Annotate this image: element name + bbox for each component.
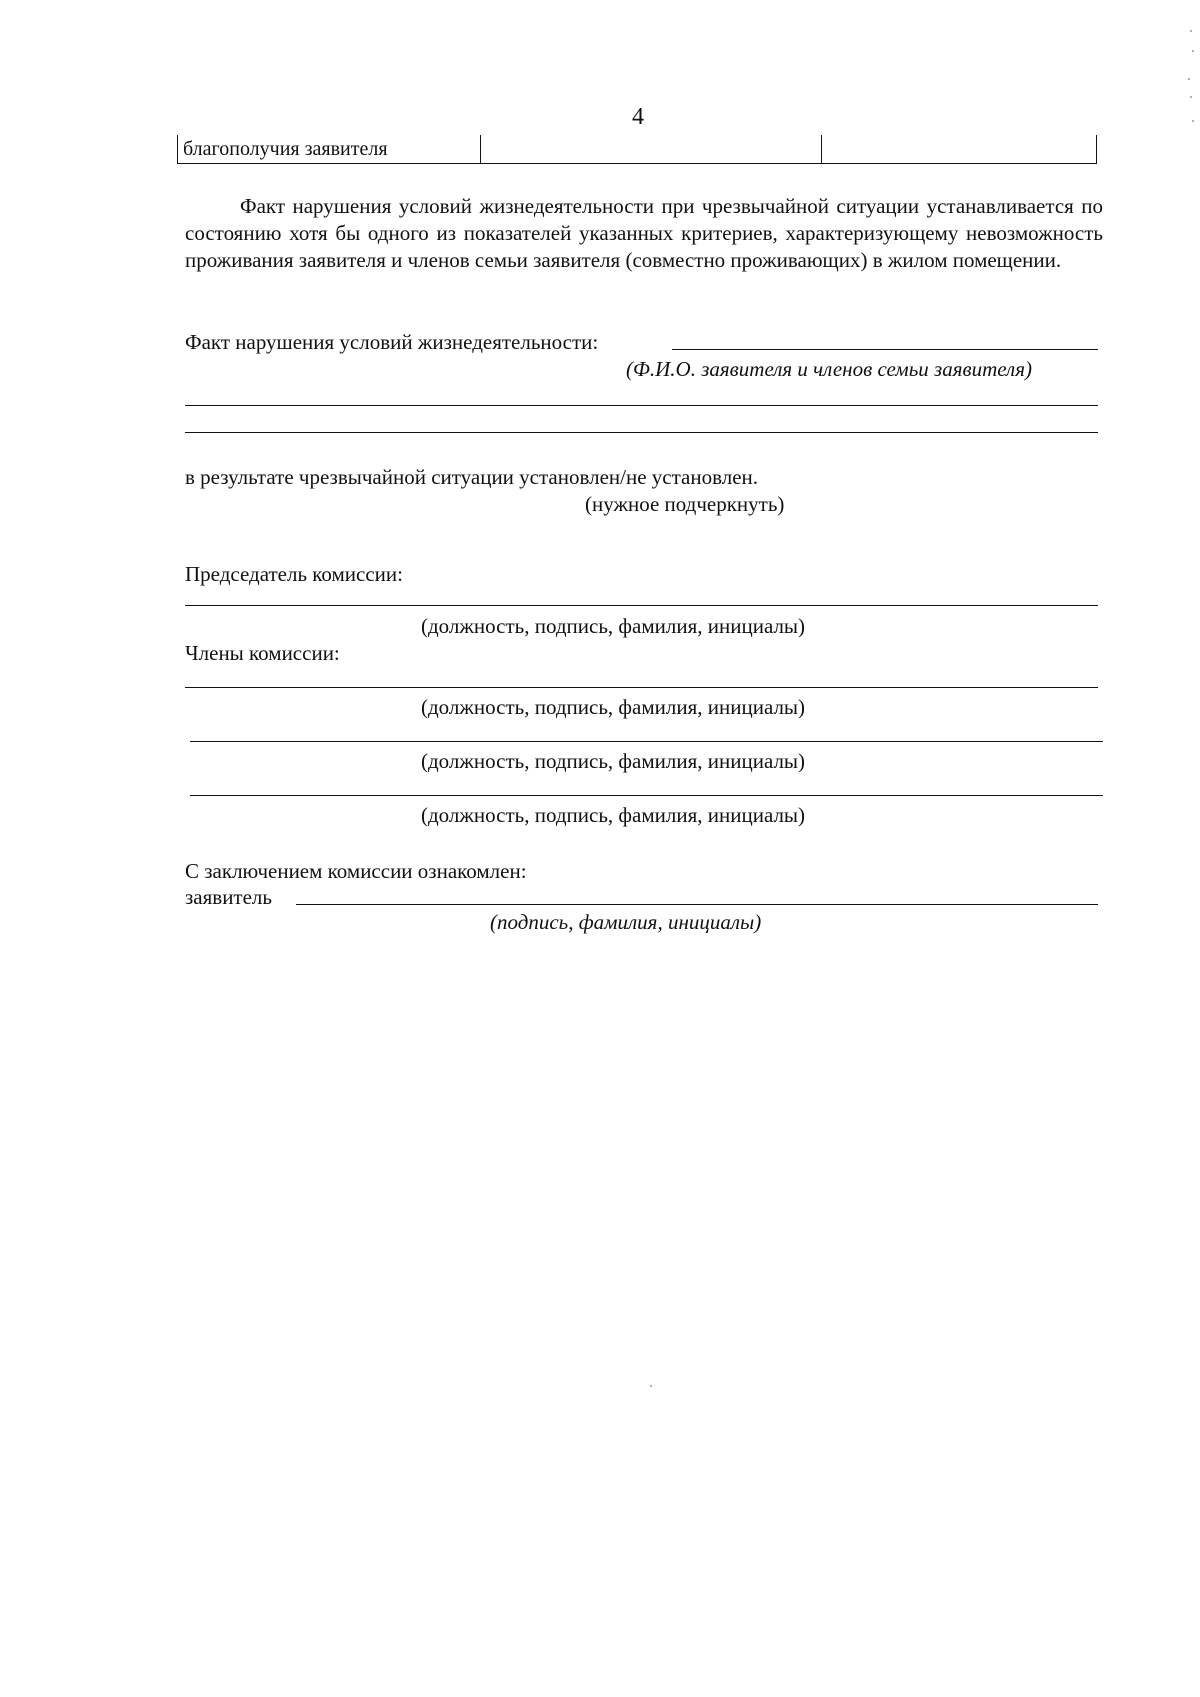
applicant-fill-line[interactable]: [296, 904, 1098, 905]
scan-artifact-dot: [1188, 78, 1190, 80]
fact-label: Факт нарушения условий жизнедеятельности:: [185, 330, 599, 354]
main-paragraph: [185, 193, 1103, 274]
table-fragment-row: [177, 135, 1097, 164]
table-cell-3: [821, 135, 1097, 163]
scan-artifact-dot: [1192, 120, 1194, 122]
table-cell-1: [177, 135, 481, 163]
members-label: Члены комиссии:: [185, 641, 340, 665]
applicant-label: заявитель: [185, 885, 272, 909]
fio-fill-line-2[interactable]: [185, 405, 1098, 406]
fio-hint: (Ф.И.О. заявителя и членов семьи заявителя): [626, 357, 1032, 381]
underline-hint: (нужное подчеркнуть): [585, 492, 785, 516]
page-number: 4: [632, 104, 644, 130]
member-3-fill-line[interactable]: [190, 795, 1103, 796]
member-2-signature-hint: (должность, подпись, фамилия, инициалы): [421, 749, 806, 773]
member-2-fill-line[interactable]: [190, 741, 1103, 742]
scan-artifact-dot: [650, 1385, 652, 1387]
scan-artifact-dot: [1190, 96, 1192, 98]
table-cell-2: [480, 135, 822, 163]
scan-artifact-dot: [1192, 50, 1194, 52]
chairman-fill-line[interactable]: [185, 605, 1098, 606]
applicant-hint: (подпись, фамилия, инициалы): [490, 910, 762, 934]
result-text: в результате чрезвычайной ситуации установлен/не установлен.: [185, 465, 759, 489]
fio-fill-line-3[interactable]: [185, 432, 1098, 433]
chairman-label: Председатель комиссии:: [185, 562, 403, 586]
chairman-signature-hint: (должность, подпись, фамилия, инициалы): [421, 614, 806, 638]
member-3-signature-hint: (должность, подпись, фамилия, инициалы): [421, 803, 806, 827]
acquainted-label: С заключением комиссии ознакомлен:: [185, 859, 527, 883]
main-paragraph-text: Факт нарушения условий жизнедеятельности при чрезвычайной ситуации устанавливается по состоянию хотя бы одного из показателей указанных критериев, характеризующему невозможность проживания заявителя и членов семьи заявителя (совместно проживающих) в жилом помещении.: [185, 194, 1103, 272]
fio-fill-line[interactable]: [672, 349, 1098, 350]
table-cell-text: благополучия заявителя: [183, 138, 388, 160]
member-1-fill-line[interactable]: [185, 687, 1098, 688]
scan-artifact-dot: [1190, 30, 1192, 32]
member-1-signature-hint: (должность, подпись, фамилия, инициалы): [421, 695, 806, 719]
